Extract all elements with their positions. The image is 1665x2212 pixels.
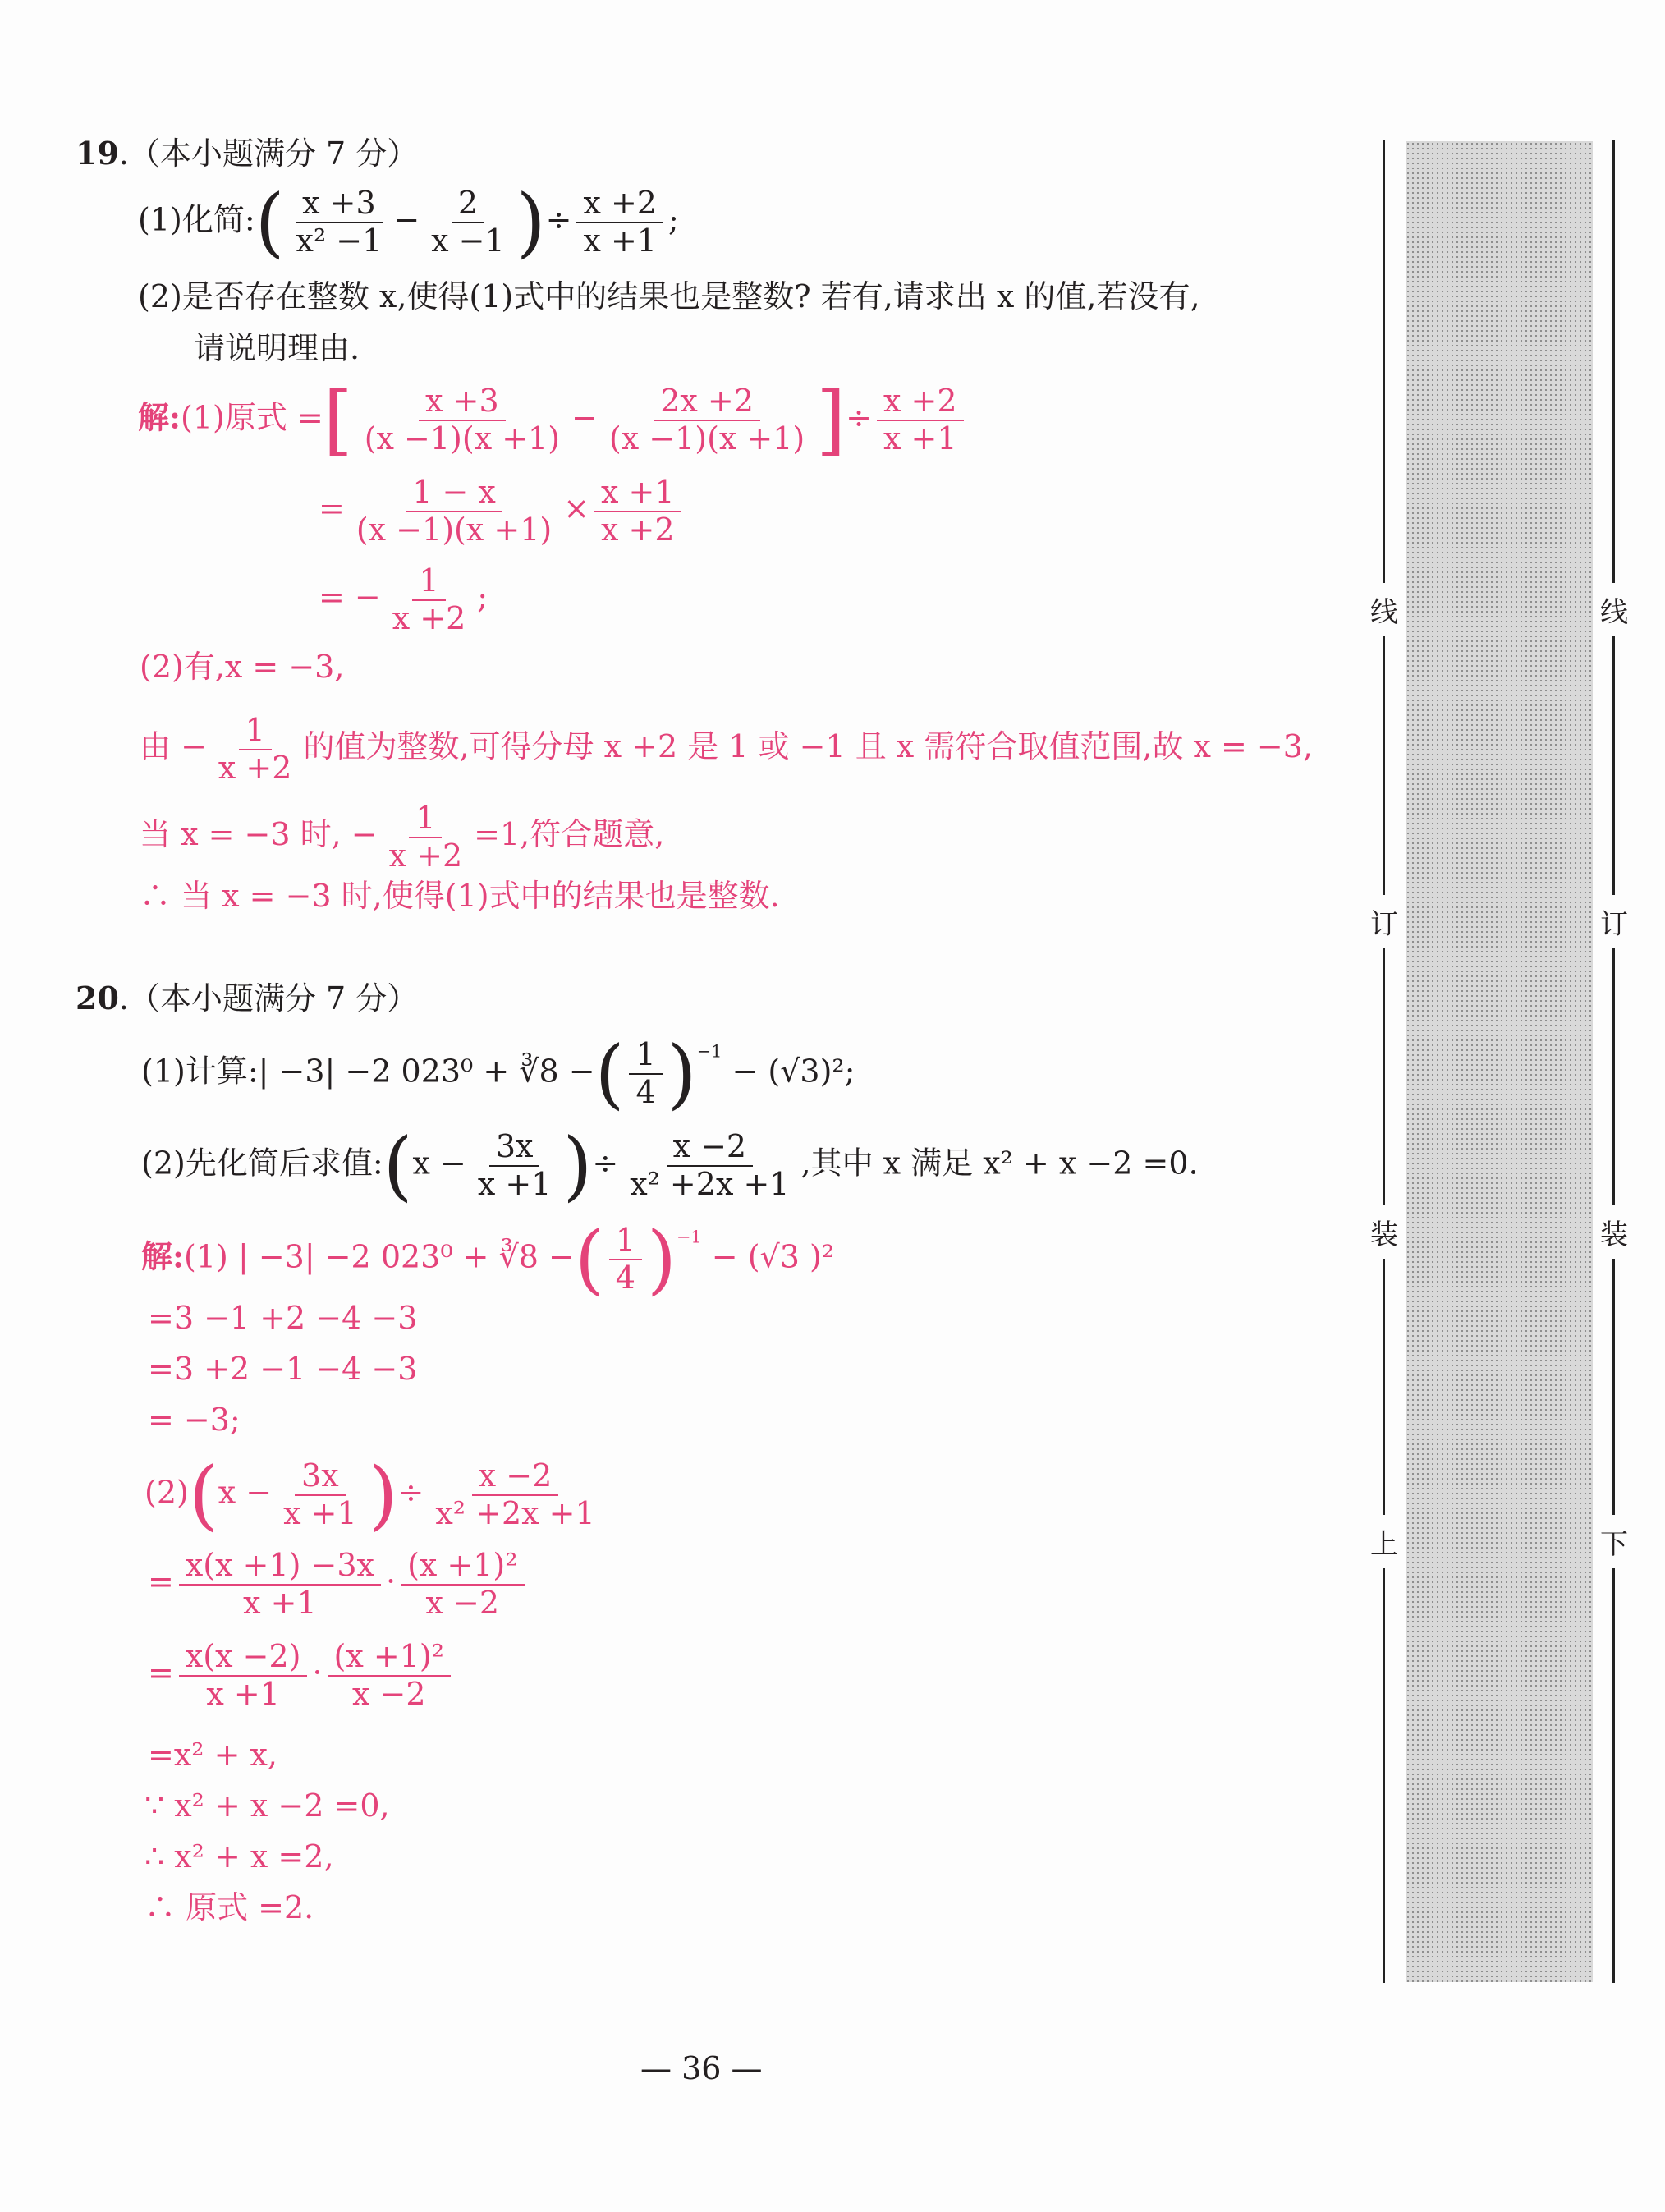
q19-number: 19 [76, 135, 119, 172]
q20-header [76, 980, 419, 1017]
q19-part2-line2: 请说明理由. [194, 330, 360, 366]
q19-part2-reason: 由 − $\frac{1}{x +2}$ 的值为整数,可得分母 x +2 是 1 或 −1 且 x 需符合取值范围,故 x = −3, [140, 712, 1314, 786]
q20-points: .（本小题满分 7 分） [118, 980, 419, 1017]
q19-frac3: $\frac{x +2}{x +1}$ [576, 186, 663, 259]
q19-part2-check: 当 x = −3 时, − $\frac{1}{x +2}$ =1,符合题意, [140, 800, 665, 874]
q20-solution-part2: (2)(x − $\frac{3x}{x +1}$ )÷ $\frac{x -2}{\text{x² +2x +1}}$ [144, 1451, 595, 1539]
solution-label: 解: [138, 398, 181, 436]
q19-solution-step3: = − $\frac{1}{x +2}$ ; [319, 562, 488, 636]
q20-solution-step8: ∴ 原式 =2. [144, 1889, 314, 1925]
binding-label-right-xia: 下 [1598, 1515, 1631, 1568]
q19-part2-line1: (2)是否存在整数 x,使得(1)式中的结果也是整数? 若有,请求出 x 的值,若没有, [138, 278, 1200, 314]
q19-conclusion: ∴ 当 x = −3 时,使得(1)式中的结果也是整数. [140, 878, 780, 914]
q20-solution-step5: =x² + x, [148, 1737, 278, 1773]
binding-label-left-xian: 线 [1368, 583, 1401, 636]
q19-part1-label: (1)化简: [138, 201, 255, 238]
binding-shaded-area [1406, 141, 1593, 1982]
q20-solution-step7: ∴ x² + x =2, [144, 1838, 334, 1875]
q19-part1: (1)化简:( $\frac{x +3}{\text{x² −1}}$ − $\frac{2}{x -1}$ )÷ $\frac{x +2}{x +1}$ ; [138, 178, 679, 266]
q20-part2: (2)先化简后求值:(x − $\frac{3x}{x +1}$ )÷ $\frac{x -2}{\text{x² +2x +1}}$ ,其中 x 满足 x² + x −2 =0. [141, 1122, 1199, 1209]
binding-label-right-ding: 订 [1598, 895, 1631, 948]
binding-line-right [1612, 140, 1615, 1983]
q20-solution-step4: = $\frac{x(x -2)}{x +1}$ · $\frac{\text{(x +1)²}}{x -2}$ [148, 1639, 456, 1712]
q19-frac2: $\frac{2}{x -1}$ [431, 185, 505, 259]
q19-header [76, 135, 419, 172]
binding-label-left-zhuang: 装 [1368, 1205, 1401, 1259]
paren-close: ) [516, 178, 546, 266]
q20-number: 20 [76, 980, 119, 1017]
binding-line-left [1383, 140, 1385, 1983]
q19-solution-step1: 解:(1)原式 =[ $\frac{x +3}{(x -1)(x +1)}$ − $\frac{2x +2}{(x -1)(x +1)}$ ]÷ $\frac{x +2}{x +1}$ [138, 383, 969, 458]
binding-label-right-xian: 线 [1598, 583, 1631, 636]
q20-solution-step6: ∵ x² + x −2 =0, [144, 1787, 390, 1824]
q19-points: .（本小题满分 7 分） [118, 135, 419, 172]
binding-label-left-shang: 上 [1368, 1515, 1401, 1568]
binding-label-left-ding: 订 [1368, 895, 1401, 948]
q19-frac1: $\frac{x +3}{\text{x² −1}}$ [296, 185, 383, 259]
page-number: — 36 — [640, 2050, 763, 2086]
q19-part2-answer: (2)有,x = −3, [140, 649, 345, 685]
q20-part1: (1)计算:| −3| −2 023⁰ + ∛8 −( $\frac{1}{4}$ )$^{-1}$ − (√3)²; [141, 1030, 855, 1117]
q20-solution-step3: = $\frac{x(x +1) -3x}{x +1}$ · $\frac{\text{(x +1)²}}{x -2}$ [148, 1548, 530, 1621]
q20-solution-line3: = −3; [148, 1402, 241, 1438]
binding-label-right-zhuang: 装 [1598, 1205, 1631, 1259]
solution-label: 解: [141, 1237, 185, 1275]
q20-solution-step1: 解:(1) | −3| −2 023⁰ + ∛8 −( $\frac{1}{4}$ )$^{-1}$ − (√3 )² [141, 1215, 835, 1303]
q20-solution-line1: =3 −1 +2 −4 −3 [148, 1300, 418, 1336]
q19-solution-step2: = $\frac{1 - x}{(x -1)(x +1)}$ × $\frac{x +1}{x +2}$ [319, 475, 686, 548]
q20-solution-line2: =3 +2 −1 −4 −3 [148, 1351, 418, 1387]
paren-open: ( [255, 178, 285, 266]
